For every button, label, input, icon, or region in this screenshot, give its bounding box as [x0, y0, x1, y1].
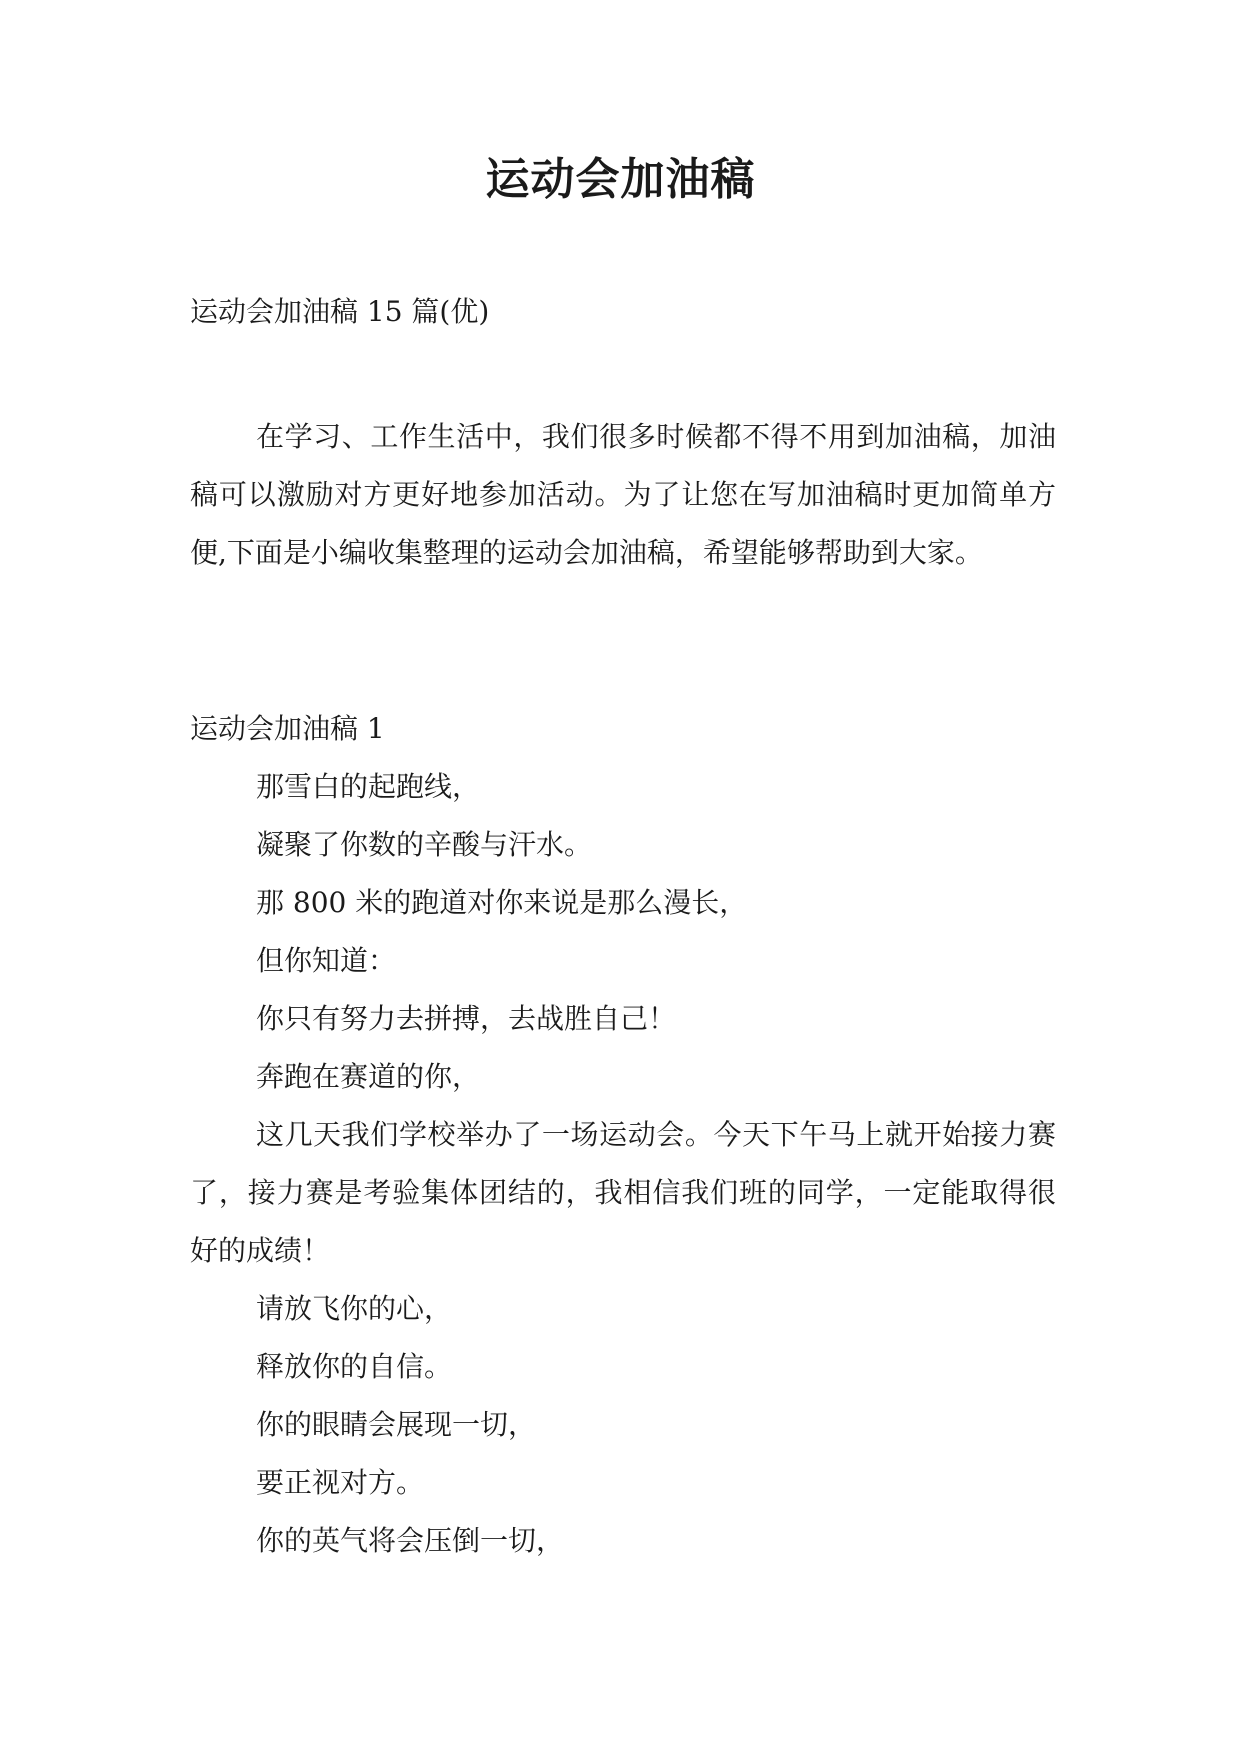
body-paragraph: 这几天我们学校举办了一场运动会。今天下午马上就开始接力赛了，接力赛是考验集体团结的，我相信我们班的同学，一定能取得很好的成绩！: [190, 1118, 1056, 1267]
poem-line: 你的英气将会压倒一切，: [256, 1524, 565, 1557]
poem-line: 奔跑在赛道的你，: [256, 1060, 481, 1093]
article-section: [190, 700, 1056, 1570]
poem-line: 要正视对方。: [256, 1466, 425, 1499]
document-subtitle: 运动会加油稿 15 篇(优): [190, 295, 490, 328]
poem-line: 请放飞你的心，: [256, 1292, 453, 1325]
poem-line: 释放你的自信。: [256, 1350, 453, 1383]
article-heading: 运动会加油稿 1: [190, 712, 385, 745]
poem-line: 凝聚了你数的辛酸与汗水。: [256, 828, 593, 861]
document-title: 运动会加油稿: [485, 154, 756, 205]
poem-line: 你只有努力去拼搏，去战胜自己！: [256, 1002, 677, 1035]
poem-line: 那 800 米的跑道对你来说是那么漫长，: [256, 886, 748, 919]
poem-line: 但你知道：: [256, 944, 397, 977]
poem-line: 那雪白的起跑线，: [256, 770, 481, 803]
intro-paragraph: 在学习、工作生活中，我们很多时候都不得不用到加油稿，加油稿可以激励对方更好地参加活动。为了让您在写加油稿时更加简单方便,下面是小编收集整理的运动会加油稿，希望能够帮助到大家。: [190, 420, 1056, 569]
poem-line: 你的眼睛会展现一切，: [256, 1408, 537, 1441]
